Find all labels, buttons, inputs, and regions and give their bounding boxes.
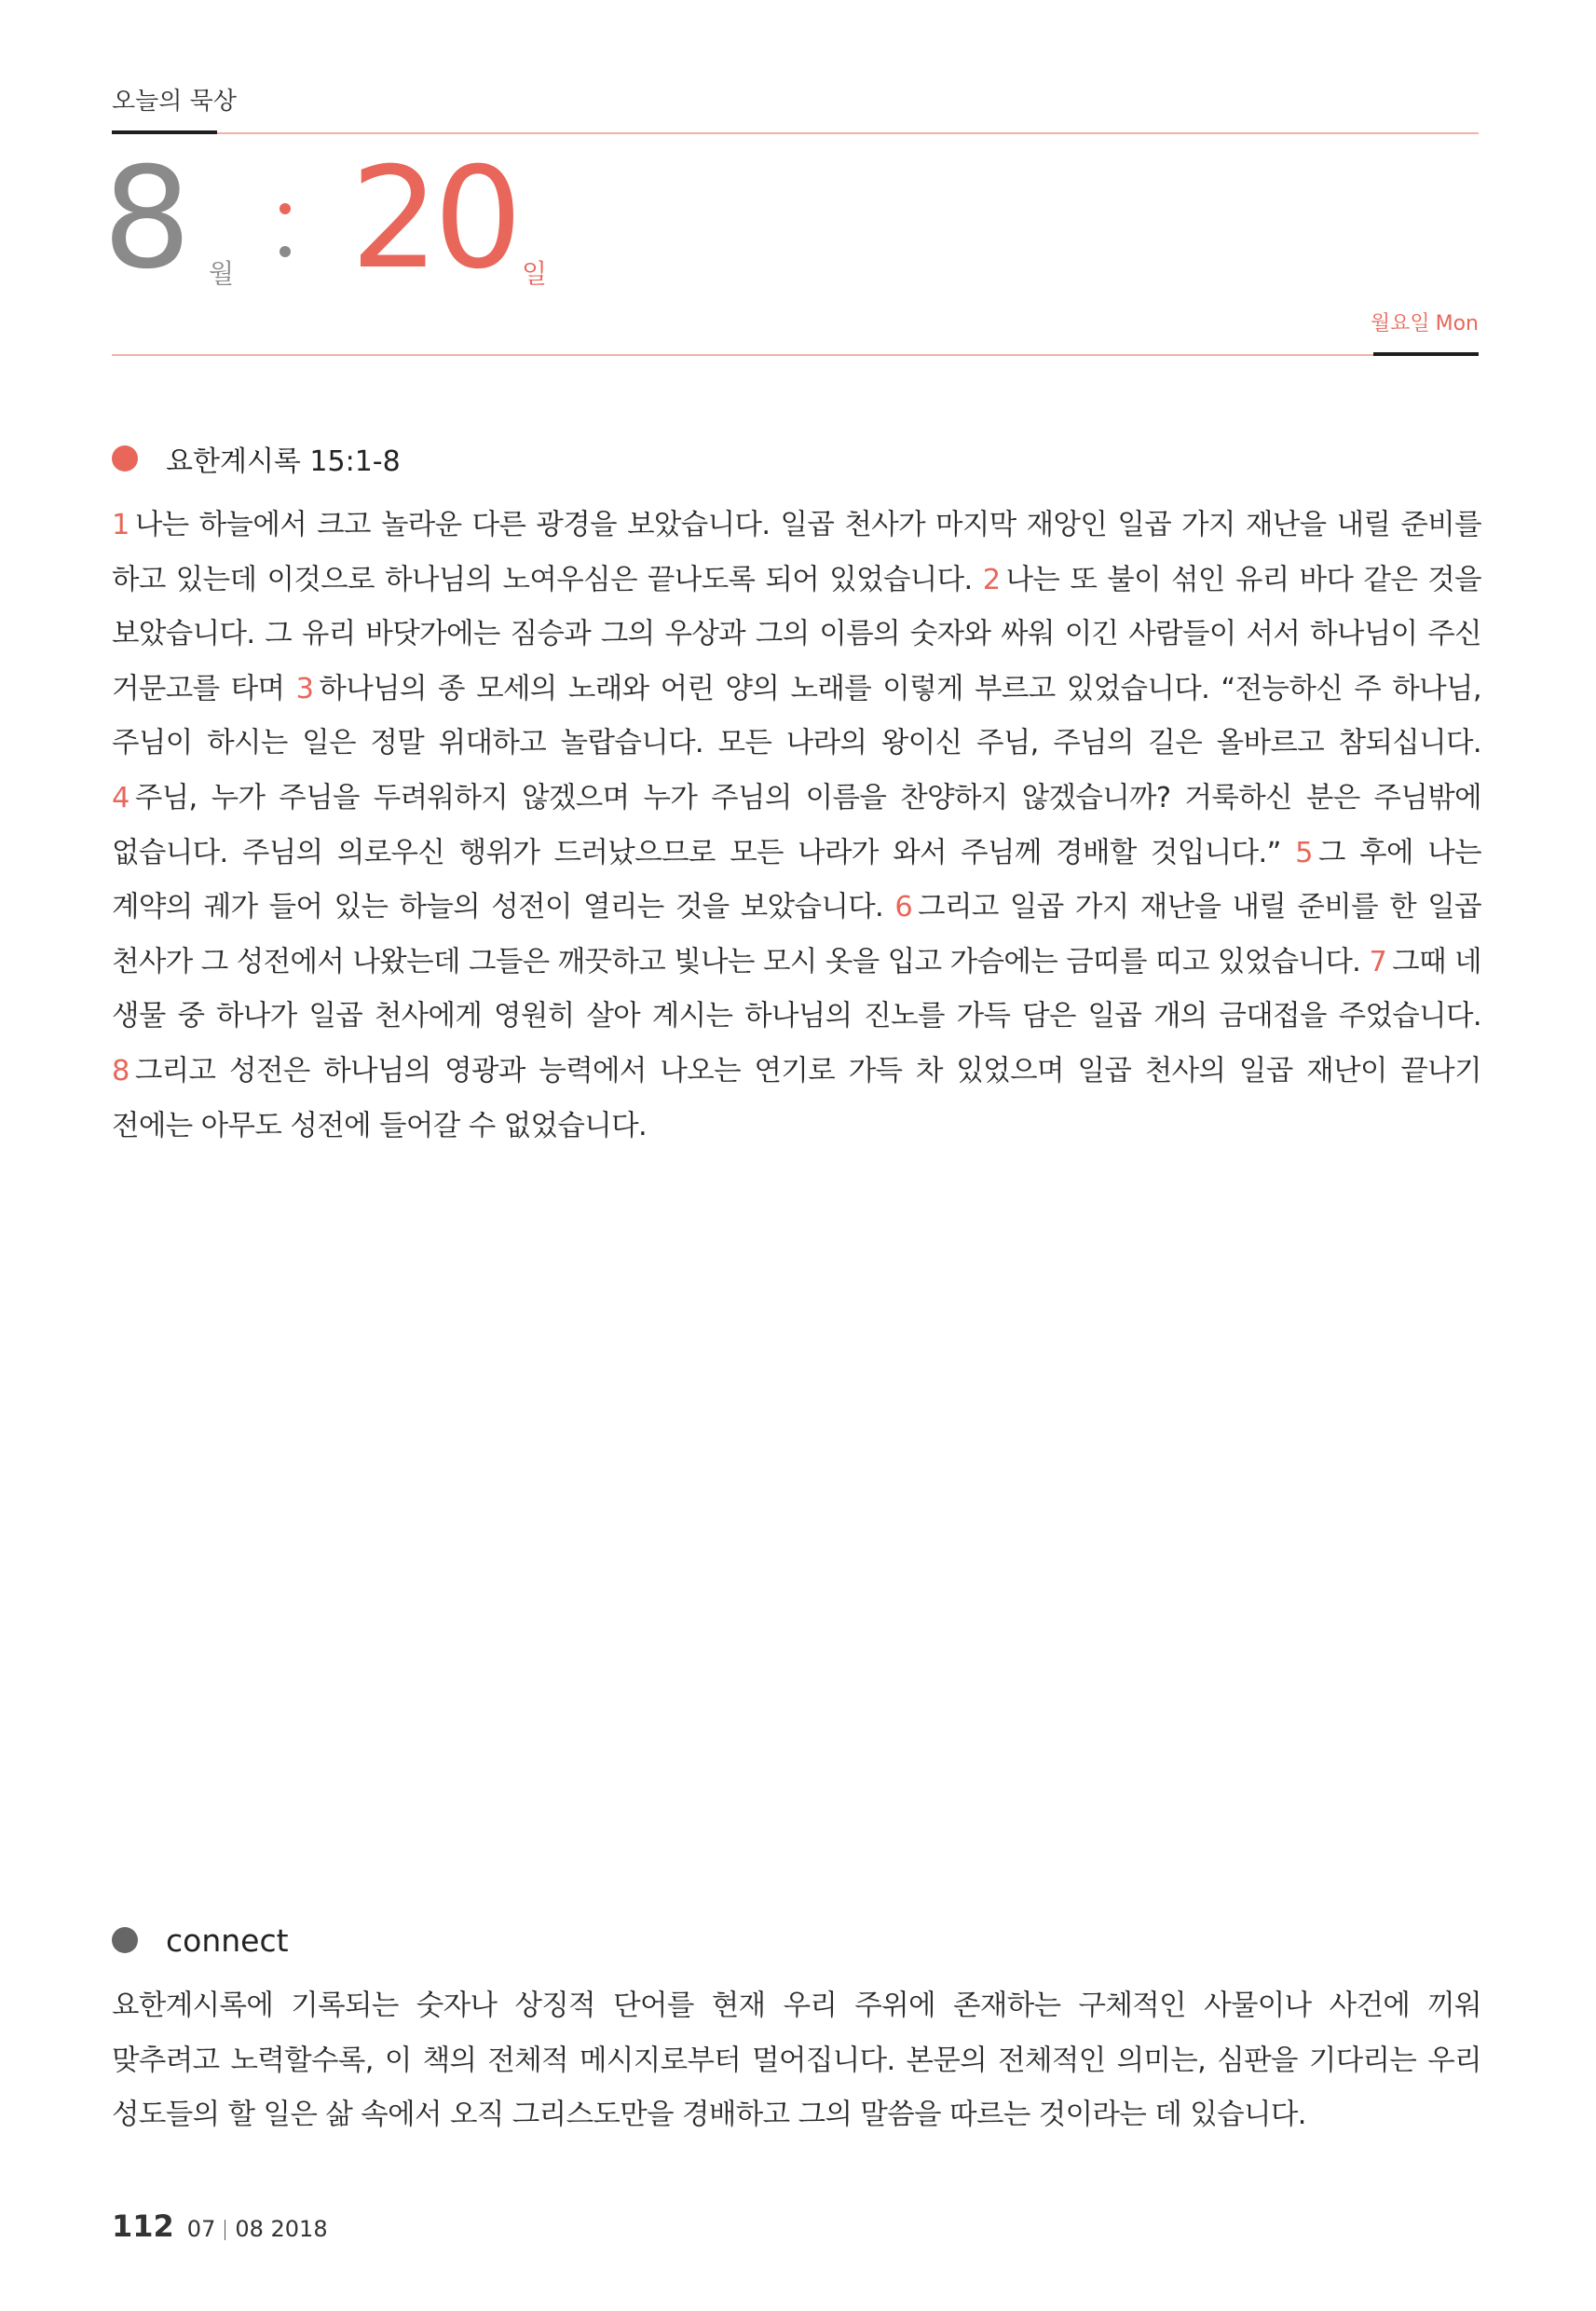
- verse-text: 나는 또 불이 섞인 유리 바다 같은 것을 보았습니다. 그 유리 바닷가에는 짐승과 그의 우상과 그의 이름의 숫자와 싸워 이긴 사람들이 서서 하나님이 주신 거문고를 타며: [112, 563, 1481, 705]
- header-bottom-rule: [112, 354, 1479, 356]
- page-number: 112: [112, 2208, 174, 2244]
- date-day-unit: 일: [522, 258, 548, 289]
- section-label: 오늘의 묵상: [112, 88, 237, 116]
- page-footer: [112, 2208, 328, 2244]
- issue-label: [187, 2216, 328, 2242]
- verse-text: 그리고 성전은 하나님의 영광과 능력에서 나오는 연기로 가득 차 있었으며 일곱 천사의 일곱 재난이 끝나기 전에는 아무도 성전에 들어갈 수 없었습니다.: [112, 1054, 1481, 1142]
- verse-number: 1: [112, 509, 130, 541]
- verse-number: 2: [982, 563, 1001, 596]
- verse-text: 그리고 일곱 가지 재난을 내릴 준비를 한 일곱 천사가 그 성전에서 나왔는데 그들은 깨끗하고 빛나는 모시 옷을 입고 가슴에는 금띠를 띠고 있었습니다.: [112, 891, 1481, 978]
- header-bottom-rule-accent: [1373, 352, 1479, 356]
- connect-bullet-icon: [112, 1927, 138, 1953]
- connect-heading: [112, 1921, 289, 1959]
- verse-text: 그 후에 나는 계약의 궤가 들어 있는 하늘의 성전이 열리는 것을 보았습니다.: [112, 836, 1481, 924]
- scripture-bullet-icon: [112, 445, 138, 472]
- scripture-reference: 요한계시록 15:1-8: [166, 445, 401, 478]
- colon-dot-bottom: [280, 246, 291, 257]
- date-month-unit: 월: [209, 258, 235, 289]
- verse-number: 6: [894, 891, 913, 924]
- top-rule: [217, 132, 1479, 134]
- issue-months: 07: [186, 2216, 216, 2242]
- verse-number: 4: [112, 781, 130, 814]
- verse-text: 주님, 누가 주님을 두려워하지 않겠으며 누가 주님의 이름을 찬양하지 않겠습니까? 거룩하신 분은 주님밖에 없습니다. 주님의 의로우신 행위가 드러났으므로 모든 나라가 와서 주님께 경배할 것입니다.”: [112, 781, 1481, 869]
- connect-text: 요한계시록에 기록되는 숫자나 상징적 단어를 현재 우리 주위에 존재하는 구체적인 사물이나 사건에 끼워 맞추려고 노력할수록, 이 책의 전체적 메시지로부터 멀어집니다. 본문의 전체적인 의미는, 심판을 기다리는 우리 성도들의 할 일은 삶 속에서 오직 그리스도만을 경배하고 그의 말씀을 따르는 것이라는 데 있습니다.: [112, 1990, 1481, 2132]
- weekday-korean: 월요일: [1370, 312, 1430, 335]
- date-day: 20: [350, 138, 517, 300]
- date-colon-icon: [278, 203, 293, 268]
- verse-text: 나는 하늘에서 크고 놀라운 다른 광경을 보았습니다. 일곱 천사가 마지막 재앙인 일곱 가지 재난을 내릴 준비를 하고 있는데 이것으로 하나님의 노여우심은 끝나도록 되어 있었습니다.: [112, 509, 1481, 596]
- date-month: 8: [102, 138, 188, 300]
- verse-text: 하나님의 종 모세의 노래와 어린 양의 노래를 이렇게 부르고 있었습니다. “전능하신 주 하나님, 주님이 하시는 일은 정말 위대하고 놀랍습니다. 모든 나라의 왕이신 주님, 주님의 길은 올바르고 참되십니다.: [112, 672, 1481, 760]
- scripture-text: [112, 499, 1481, 1154]
- connect-title: connect: [166, 1921, 289, 1959]
- top-rule-accent: [112, 130, 217, 134]
- weekday: [1371, 308, 1479, 336]
- issue-date: 08 2018: [235, 2216, 328, 2242]
- weekday-english: Mon: [1435, 312, 1479, 335]
- verse-number: 3: [295, 672, 314, 705]
- verse-text: 그때 네 생물 중 하나가 일곱 천사에게 영원히 살아 계시는 하나님의 진노를 가득 담은 일곱 개의 금대접을 주었습니다.: [112, 945, 1481, 1033]
- verse-number: 8: [112, 1054, 130, 1087]
- colon-dot-top: [280, 203, 291, 214]
- scripture-heading: [112, 440, 401, 477]
- verse-number: 5: [1295, 836, 1313, 869]
- verse-number: 7: [1369, 945, 1387, 978]
